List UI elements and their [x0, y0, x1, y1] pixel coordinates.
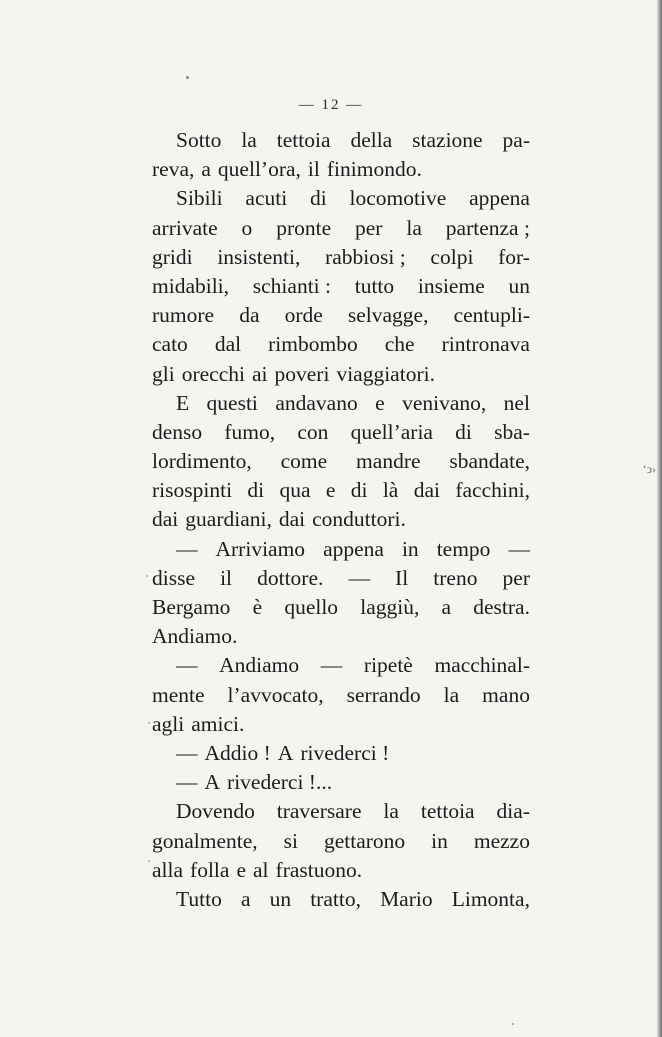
- word: selvagge,: [347, 303, 429, 328]
- word: questi: [206, 390, 258, 415]
- text-line: [152, 856, 530, 885]
- paper-speck: [148, 722, 150, 724]
- word: —: [176, 740, 198, 765]
- word: di: [247, 478, 265, 503]
- word: Bergamo: [152, 595, 231, 619]
- word: traversare: [276, 799, 362, 824]
- word: Il: [395, 565, 409, 590]
- paper-speck: [186, 76, 189, 79]
- text-line: [152, 681, 530, 710]
- text-line: [152, 710, 530, 739]
- text-line: [152, 564, 530, 593]
- word: con: [297, 419, 329, 444]
- text-line: [152, 243, 530, 272]
- word: quell’ora,: [217, 157, 301, 182]
- word: schianti :: [252, 273, 331, 298]
- word: Andiamo: [219, 653, 300, 678]
- word: della: [350, 128, 393, 152]
- word: quell’aria: [350, 419, 433, 444]
- word: rabbiosi ;: [325, 244, 406, 269]
- word: è: [252, 595, 263, 619]
- word: nel: [503, 390, 530, 415]
- word: arrivate: [152, 215, 218, 240]
- text-line: [152, 476, 530, 505]
- word: tutto: [354, 273, 395, 298]
- word: alla: [152, 857, 184, 882]
- word: Addio !: [204, 740, 271, 765]
- word: —: [320, 653, 343, 678]
- word: destra.: [473, 595, 530, 619]
- word: ai: [251, 361, 268, 386]
- word: acuti: [245, 186, 288, 211]
- word: guardiani,: [185, 507, 272, 532]
- word: l’avvocato,: [227, 682, 324, 707]
- word: sba-: [494, 419, 530, 444]
- word: Sotto: [176, 128, 222, 152]
- word: gettarono: [323, 828, 406, 853]
- word: agli: [152, 711, 185, 736]
- text-line: [152, 593, 530, 622]
- text-line: [152, 184, 530, 213]
- word: —: [176, 770, 198, 795]
- word: A: [277, 740, 294, 765]
- word: rivederci !: [300, 740, 390, 765]
- word: dottore.: [257, 565, 324, 590]
- paper-speck: [148, 860, 150, 862]
- paper-speck: [512, 1023, 514, 1025]
- word: al: [253, 857, 269, 882]
- word: si: [283, 828, 298, 853]
- word: o: [241, 215, 253, 240]
- word: tettoia: [276, 128, 331, 152]
- word: viaggiatori.: [336, 361, 435, 386]
- text-line: [152, 272, 530, 301]
- word: un: [269, 886, 292, 911]
- text-line: [152, 418, 530, 447]
- word: e: [375, 390, 385, 415]
- word: risospinti: [152, 478, 233, 503]
- word: treno: [433, 565, 478, 590]
- word: laggiù,: [360, 595, 420, 619]
- word: per: [355, 215, 383, 240]
- word: partenza ;: [445, 215, 530, 240]
- word: denso: [152, 419, 203, 444]
- word: conduttori.: [312, 507, 406, 532]
- word: dai: [413, 478, 440, 503]
- word: ripetè: [363, 653, 413, 678]
- page-number: — 12 —: [298, 97, 364, 113]
- word: in: [431, 828, 448, 853]
- word: di: [455, 419, 472, 444]
- word: serrando: [346, 682, 421, 707]
- word: e: [325, 478, 336, 503]
- text-line: [152, 885, 530, 914]
- word: mezzo: [473, 828, 530, 853]
- word: reva,: [152, 157, 195, 182]
- word: facchini,: [455, 478, 530, 503]
- text-line: [152, 797, 530, 826]
- word: tempo: [436, 536, 491, 561]
- word: la: [443, 682, 460, 707]
- word: rivederci !...: [227, 770, 333, 795]
- word: mano: [482, 682, 530, 707]
- word: sbandate,: [449, 449, 530, 474]
- word: qua: [279, 478, 311, 503]
- word: insistenti,: [217, 244, 301, 269]
- paper-speck: [146, 575, 148, 577]
- word: a: [441, 595, 452, 619]
- word: gridi: [152, 244, 193, 269]
- text-line: [152, 155, 530, 184]
- margin-mark: ‘ↄ›: [642, 462, 656, 476]
- word: un: [508, 273, 530, 298]
- text-line: [152, 622, 530, 651]
- word: disse: [152, 565, 195, 590]
- word: dai: [278, 507, 306, 532]
- word: dal: [214, 332, 242, 357]
- word: —: [176, 653, 198, 678]
- word: —: [508, 536, 530, 561]
- word: dia-: [496, 799, 530, 824]
- word: mandre: [356, 449, 421, 474]
- word: poveri: [274, 361, 330, 386]
- word: orde: [284, 303, 323, 328]
- page-edge-shadow: [657, 0, 662, 1037]
- text-line: [152, 651, 530, 680]
- word: Sibili: [176, 186, 223, 211]
- word: che: [384, 332, 415, 357]
- word: rumore: [152, 303, 215, 328]
- word: andavano: [275, 390, 358, 415]
- word: rimbombo: [268, 332, 358, 357]
- text-line: [152, 360, 530, 389]
- word: Mario: [380, 886, 433, 911]
- body-text: [152, 126, 530, 914]
- word: di: [310, 186, 327, 211]
- word: da: [239, 303, 260, 328]
- word: gonalmente,: [152, 828, 258, 853]
- word: di: [350, 478, 368, 503]
- word: mente: [152, 682, 205, 707]
- text-line: [152, 330, 530, 359]
- word: cato: [152, 332, 188, 357]
- word: orecchi: [181, 361, 245, 386]
- word: macchinal-: [434, 653, 530, 678]
- word: —: [176, 536, 198, 561]
- word: il: [220, 565, 233, 590]
- word: pa-: [502, 128, 530, 152]
- word: in: [401, 536, 419, 561]
- word: a: [240, 886, 251, 911]
- text-line: [152, 214, 530, 243]
- word: tratto,: [310, 886, 361, 911]
- word: il: [307, 157, 320, 182]
- word: fumo,: [224, 419, 276, 444]
- word: folla: [190, 857, 230, 882]
- text-line: [152, 301, 530, 330]
- word: A: [204, 770, 221, 795]
- word: for-: [498, 244, 530, 269]
- word: Andiamo.: [152, 624, 238, 649]
- word: appena: [323, 536, 384, 561]
- word: finimondo.: [326, 157, 422, 182]
- word: stazione: [412, 128, 483, 152]
- word: per: [502, 565, 530, 590]
- word: Arriviamo: [215, 536, 306, 561]
- word: appena: [469, 186, 530, 211]
- word: Tutto: [176, 886, 222, 911]
- word: dai: [152, 507, 179, 532]
- word: midabili,: [152, 273, 230, 298]
- word: amici.: [191, 711, 245, 736]
- word: la: [241, 128, 257, 152]
- text-line: [152, 535, 530, 564]
- word: Limonta,: [451, 886, 530, 911]
- word: a: [201, 157, 211, 182]
- word: E: [176, 390, 190, 415]
- word: la: [383, 799, 399, 824]
- word: centupli-: [453, 303, 530, 328]
- word: là: [382, 478, 399, 503]
- word: tettoia: [420, 799, 475, 824]
- word: come: [280, 449, 328, 474]
- word: rintronava: [441, 332, 530, 357]
- word: quello: [284, 595, 339, 619]
- word: —: [348, 565, 370, 590]
- text-line: [152, 447, 530, 476]
- text-line: [152, 768, 530, 797]
- word: insieme: [417, 273, 485, 298]
- word: gli: [152, 361, 175, 386]
- text-line: [152, 827, 530, 856]
- text-line: [152, 739, 530, 768]
- word: e: [236, 857, 246, 882]
- word: frastuono.: [275, 857, 363, 882]
- word: colpi: [430, 244, 474, 269]
- text-line: [152, 389, 530, 418]
- word: pronte: [276, 215, 332, 240]
- text-line: [152, 126, 530, 155]
- text-line: [152, 505, 530, 534]
- word: Dovendo: [176, 799, 255, 824]
- word: lordimento,: [152, 449, 252, 474]
- word: venivano,: [402, 390, 487, 415]
- word: la: [406, 215, 422, 240]
- word: locomotive: [349, 186, 447, 211]
